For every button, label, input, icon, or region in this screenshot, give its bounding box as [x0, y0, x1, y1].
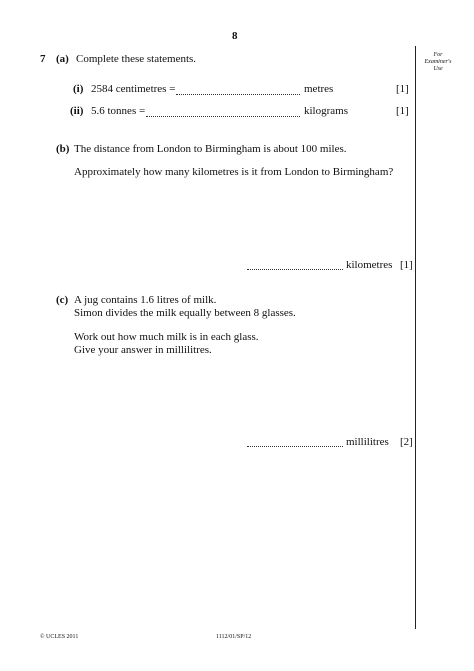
part-c-unit: millilitres [346, 436, 389, 448]
part-c-answer-line[interactable] [247, 446, 343, 447]
part-c-text2: Simon divides the milk equally between 8 glasses. [74, 307, 296, 319]
examiner-label-line3: Use [433, 66, 443, 72]
footer-code: 1112/01/SP/12 [216, 634, 252, 640]
part-a-i-label: (i) [73, 83, 84, 95]
part-a-ii-unit: kilograms [304, 105, 348, 117]
part-a-i-mark: [1] [396, 83, 409, 95]
examiner-margin-line [415, 46, 416, 629]
part-a-i-answer-line[interactable] [176, 94, 300, 95]
examiner-label-line1: For [433, 52, 443, 58]
examiner-use-label [419, 52, 457, 73]
examiner-label-line2: Examiner's [424, 59, 452, 65]
part-a-ii-label: (ii) [70, 105, 84, 117]
part-a-ii-prompt: 5.6 tonnes = [91, 105, 146, 117]
part-c-mark: [2] [400, 436, 413, 448]
part-b-label: (b) [56, 143, 70, 155]
footer-copyright: © UCLES 2011 [40, 634, 79, 640]
part-c-text1: A jug contains 1.6 litres of milk. [74, 294, 217, 306]
part-c-text3: Work out how much milk is in each glass. [74, 331, 259, 343]
part-b-text2: Approximately how many kilometres is it from London to Birmingham? [74, 166, 394, 178]
part-b-text1: The distance from London to Birmingham is about 100 miles. [74, 143, 347, 155]
part-b-mark: [1] [400, 259, 413, 271]
page-number: 8 [232, 30, 238, 42]
question-number: 7 [40, 53, 46, 65]
part-c-label: (c) [56, 294, 69, 306]
part-a-i-prompt: 2584 centimetres = [91, 83, 176, 95]
part-a-i-unit: metres [304, 83, 334, 95]
part-a-instruction: Complete these statements. [76, 53, 197, 65]
part-a-label: (a) [56, 53, 69, 65]
part-a-ii-answer-line[interactable] [146, 116, 300, 117]
part-b-answer-line[interactable] [247, 269, 343, 270]
part-b-unit: kilometres [346, 259, 393, 271]
part-c-text4: Give your answer in millilitres. [74, 344, 212, 356]
part-a-ii-mark: [1] [396, 105, 409, 117]
